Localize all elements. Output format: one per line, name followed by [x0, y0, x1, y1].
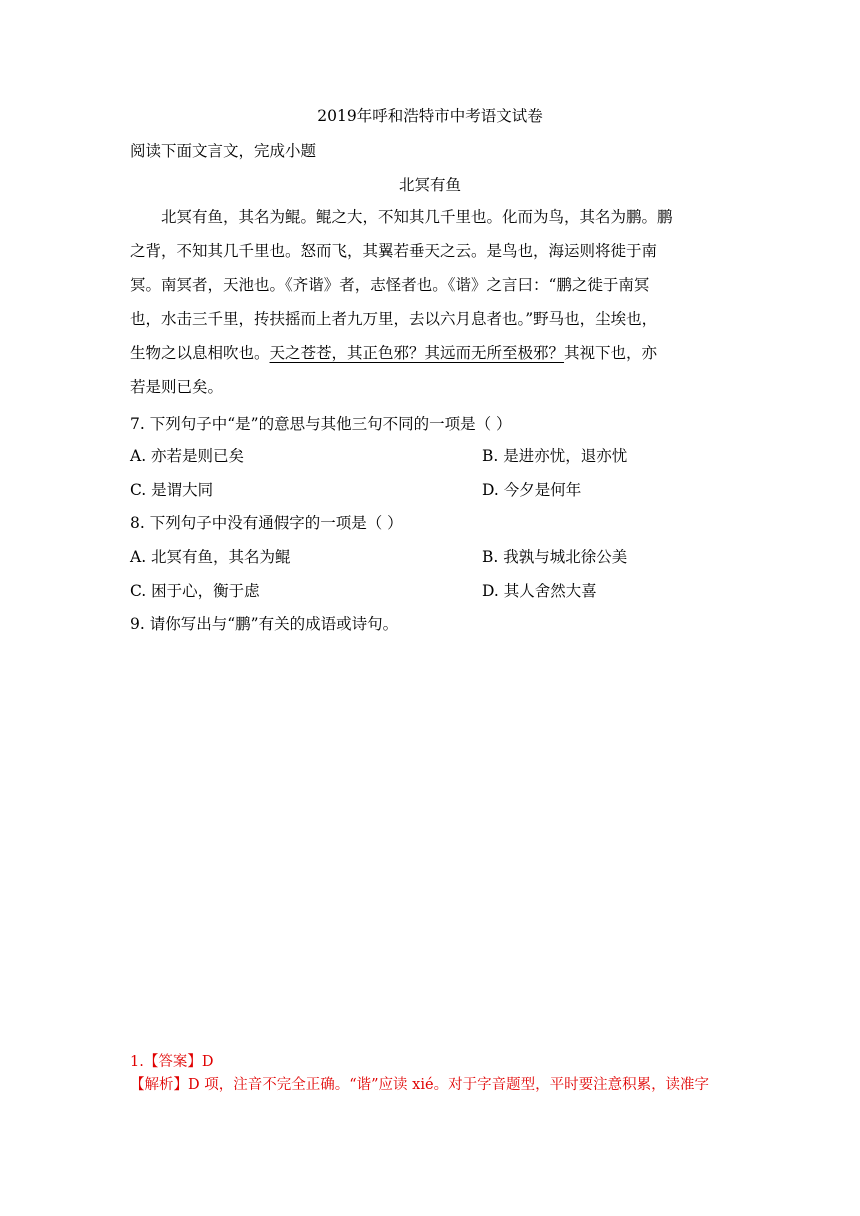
question-7-option-a: A. 亦若是则已矣	[130, 447, 245, 465]
passage-line: 若是则已矣。	[130, 378, 224, 396]
question-8-option-c: C. 困于心，衡于虑	[130, 582, 260, 600]
passage-title: 北冥有鱼	[398, 176, 461, 194]
passage-line-suffix: 其视下也，亦	[564, 344, 658, 362]
question-7-option-b: B. 是进亦忧，退亦忧	[482, 447, 628, 465]
analysis-line: 【解析】D 项，注音不完全正确。“谐”应读 xié。对于字音题型，平时要注意积累，读准字	[130, 1077, 710, 1093]
question-7-stem: 7. 下列句子中“是”的意思与其他三句不同的一项是（ ）	[130, 415, 512, 433]
question-7-option-c: C. 是谓大同	[130, 481, 214, 499]
question-8-option-b: B. 我孰与城北徐公美	[482, 548, 628, 566]
underlined-sentence: 天之苍苍，其正色邪？其远而无所至极邪？	[269, 344, 565, 362]
passage-line: 北冥有鱼，其名为鲲。鲲之大，不知其几千里也。化而为鸟，其名为鹏。鹏	[161, 208, 673, 226]
question-8-option-a: A. 北冥有鱼，其名为鲲	[130, 548, 291, 566]
question-8-option-d: D. 其人舍然大喜	[482, 582, 597, 600]
passage-line-prefix: 生物之以息相吹也。	[130, 344, 270, 362]
question-9-stem: 9. 请你写出与“鹏”有关的成语或诗句。	[130, 615, 399, 633]
passage-line: 冥。南冥者，天池也。《齐谐》者，志怪者也。《谐》之言曰：“鹏之徙于南冥	[130, 276, 650, 294]
passage-text	[130, 200, 730, 404]
passage-line: 也，水击三千里，抟扶摇而上者九万里，去以六月息者也。”野马也，尘埃也，	[130, 310, 658, 328]
reading-instruction: 阅读下面文言文，完成小题	[130, 142, 317, 160]
page-title: 2019年呼和浩特市中考语文试卷	[317, 107, 543, 125]
question-7-option-d: D. 今夕是何年	[482, 481, 582, 499]
question-8-stem: 8. 下列句子中没有通假字的一项是（ ）	[130, 514, 403, 532]
passage-line: 之背，不知其几千里也。怒而飞，其翼若垂天之云。是鸟也，海运则将徙于南	[130, 242, 658, 260]
answer-line: 1.【答案】D	[130, 1054, 214, 1070]
passage-line	[130, 336, 730, 370]
